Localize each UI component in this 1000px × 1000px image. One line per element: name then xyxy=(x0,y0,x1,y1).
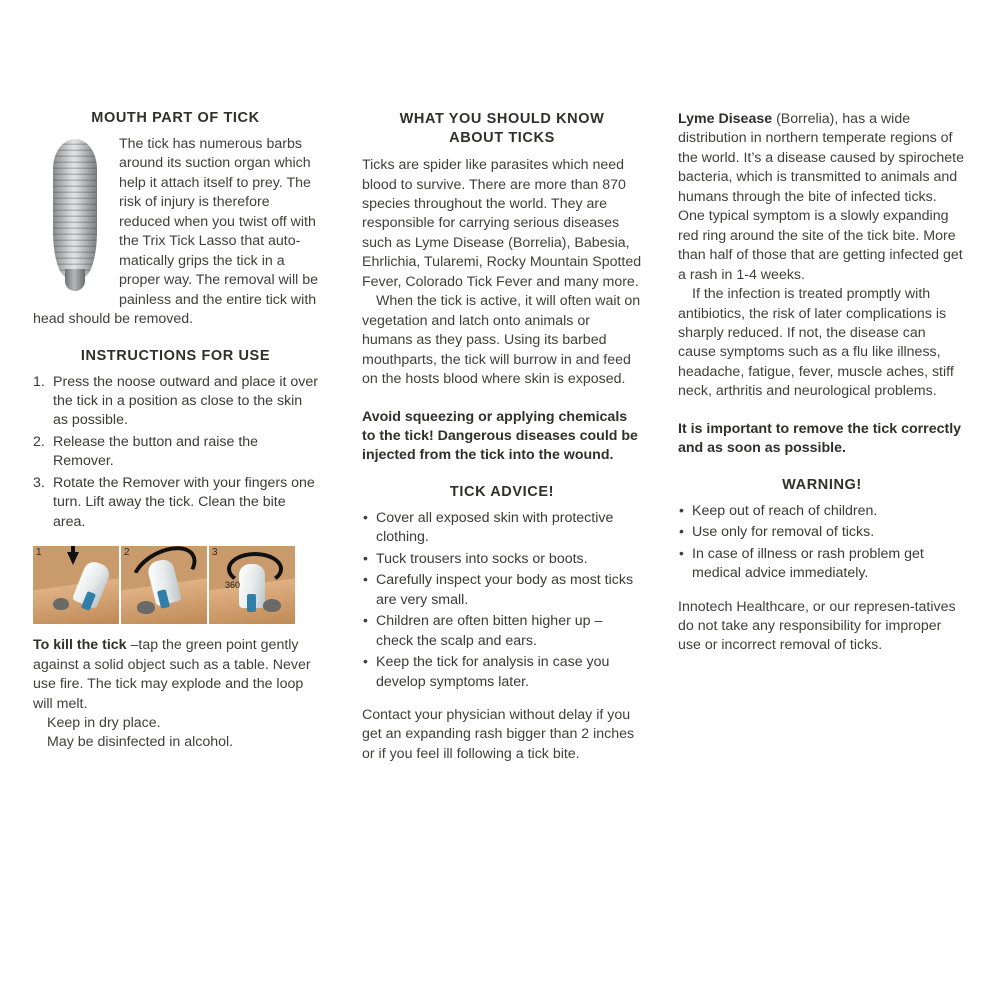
step-number: 3. xyxy=(33,474,45,491)
about-ticks-paragraph-1: Ticks are spider like parasites which need blood to survive. There are more than 870 species throughout the world. They are responsible for carrying serious diseases such as Lyme Disease (Borrelia), Babesia, Ehrlichia, Tularemi, Rocky Mountain Spotted Fever, Colorado Tick Fever and many more. xyxy=(362,157,642,290)
list-item: • Carefully inspect your body as most ticks are very small. xyxy=(362,571,642,610)
section-heading-instructions: INSTRUCTIONS FOR USE xyxy=(80,347,271,364)
mouth-part-block xyxy=(33,135,318,330)
procedure-frame-1 xyxy=(33,546,121,624)
section-heading-mouth-part: MOUTH PART OF TICK xyxy=(91,110,260,126)
section-heading-tick-advice: TICK ADVICE! xyxy=(449,483,555,500)
section-heading-warning: WARNING! xyxy=(782,476,862,493)
tick-head-shape xyxy=(65,269,85,291)
list-item xyxy=(33,373,318,431)
lyme-disease-rest: (Borrelia), has a wide distribution in northern temperate regions of the world. It’s a disease caused by spirochete bacteria, which is transmitted to animals and humans through the bite of infected ticks. One typical symptom is a slowly expanding red ring around the site of the tick bite. More than half of those that are getting infected get a rash in 1-4 weeks. xyxy=(678,111,965,283)
down-arrow-icon xyxy=(67,552,79,565)
about-ticks-paragraph-2: When the tick is active, it will often wait on vegetation and latch onto animals or humans as they pass. Using its barbed mouthparts, the tick will burrow in and feed on the hosts blood where skin is exposed. xyxy=(362,293,641,388)
tick-shape xyxy=(53,598,69,610)
list-item xyxy=(33,433,318,472)
list-item: • Use only for removal of ticks. xyxy=(678,523,966,542)
kill-tick-lead: To kill the tick xyxy=(33,637,127,654)
disclaimer-paragraph: Innotech Healthcare, or our represen-tatives do not take any responsibility for improper use or incorrect removal of ticks. xyxy=(678,598,956,654)
section-heading-about-ticks xyxy=(362,110,642,147)
squeezing-warning-text: Avoid squeezing or applying chemicals to the tick! Dangerous diseases could be injected from the tick into the wound. xyxy=(362,408,638,464)
physician-contact-paragraph: Contact your physician without delay if you get an expanding rash bigger than 2 inches or if you feel ill following a tick bite. xyxy=(362,706,635,762)
lyme-treatment-paragraph: If the infection is treated promptly with antibiotics, the risk of later complications is sharply reduced. If not, the disease can cause symptoms such as a flu like illness, headache, fatigue, fever, muscle aches, stiff neck, arthritis and neurological problems. xyxy=(678,286,954,400)
tick-advice-list xyxy=(362,509,642,692)
list-item: • Cover all exposed skin with protective clothing. xyxy=(362,509,642,548)
tick-shape xyxy=(137,601,155,614)
remover-tip xyxy=(247,594,256,612)
instruction-steps-list xyxy=(33,373,318,533)
mouth-part-paragraph: The tick has numerous barbs around its suction organ which help it attach itself to prey. The risk of injury is therefore reduced when you twist off with the Trix Tick Lasso that auto-matically grips the tick in a proper way. The removal will be painless and the entire tick with head should be removed. xyxy=(33,136,318,328)
important-removal-text: It is important to remove the tick correctly and as soon as possible. xyxy=(678,420,962,457)
warning-list xyxy=(678,502,966,584)
frame-number: 1 xyxy=(36,547,42,559)
kill-tick-paragraph xyxy=(33,636,318,714)
frame-number: 2 xyxy=(124,547,130,559)
heading-line-1: WHAT YOU SHOULD KNOW xyxy=(399,111,605,127)
rotation-degrees-label: 360 xyxy=(225,580,241,591)
tick-mouthpart-icon xyxy=(45,139,109,289)
step-number: 1. xyxy=(33,373,45,390)
kill-tick-rest: –tap the green point gently against a solid object such as a table. Never use fire. The tick may explode and the loop will melt. xyxy=(33,637,311,712)
kill-tick-line-2: Keep in dry place. xyxy=(47,714,161,731)
procedure-frame-3 xyxy=(209,546,295,624)
list-item: • Tuck trousers into socks or boots. xyxy=(362,550,642,569)
list-item: • Keep out of reach of children. xyxy=(678,502,966,521)
frame-number: 3 xyxy=(212,547,218,559)
kill-tick-line-3: May be disinfected in alcohol. xyxy=(47,734,234,751)
column-middle xyxy=(354,110,642,764)
tick-body-shape xyxy=(53,139,97,277)
lyme-disease-paragraph xyxy=(678,110,966,285)
column-left xyxy=(30,110,318,753)
step-text: Rotate the Remover with your fingers one turn. Lift away the tick. Clean the bite area. xyxy=(53,474,315,530)
step-number: 2. xyxy=(33,433,45,450)
list-item: • Keep the tick for analysis in case you develop symptoms later. xyxy=(362,653,642,692)
step-text: Release the button and raise the Remover. xyxy=(53,433,259,470)
column-right xyxy=(678,110,966,656)
list-item xyxy=(33,474,318,532)
procedure-photo-strip xyxy=(33,546,295,624)
heading-line-2: ABOUT TICKS xyxy=(449,129,555,146)
step-text: Press the noose outward and place it over the tick in a position as close to the skin as possible. xyxy=(53,373,318,429)
lyme-disease-lead: Lyme Disease xyxy=(678,111,773,127)
leaflet-columns xyxy=(30,110,970,764)
list-item: • In case of illness or rash problem get medical advice immediately. xyxy=(678,545,966,584)
procedure-frame-2 xyxy=(121,546,209,624)
list-item: • Children are often bitten higher up – check the scalp and ears. xyxy=(362,612,642,651)
tick-shape xyxy=(263,599,281,612)
